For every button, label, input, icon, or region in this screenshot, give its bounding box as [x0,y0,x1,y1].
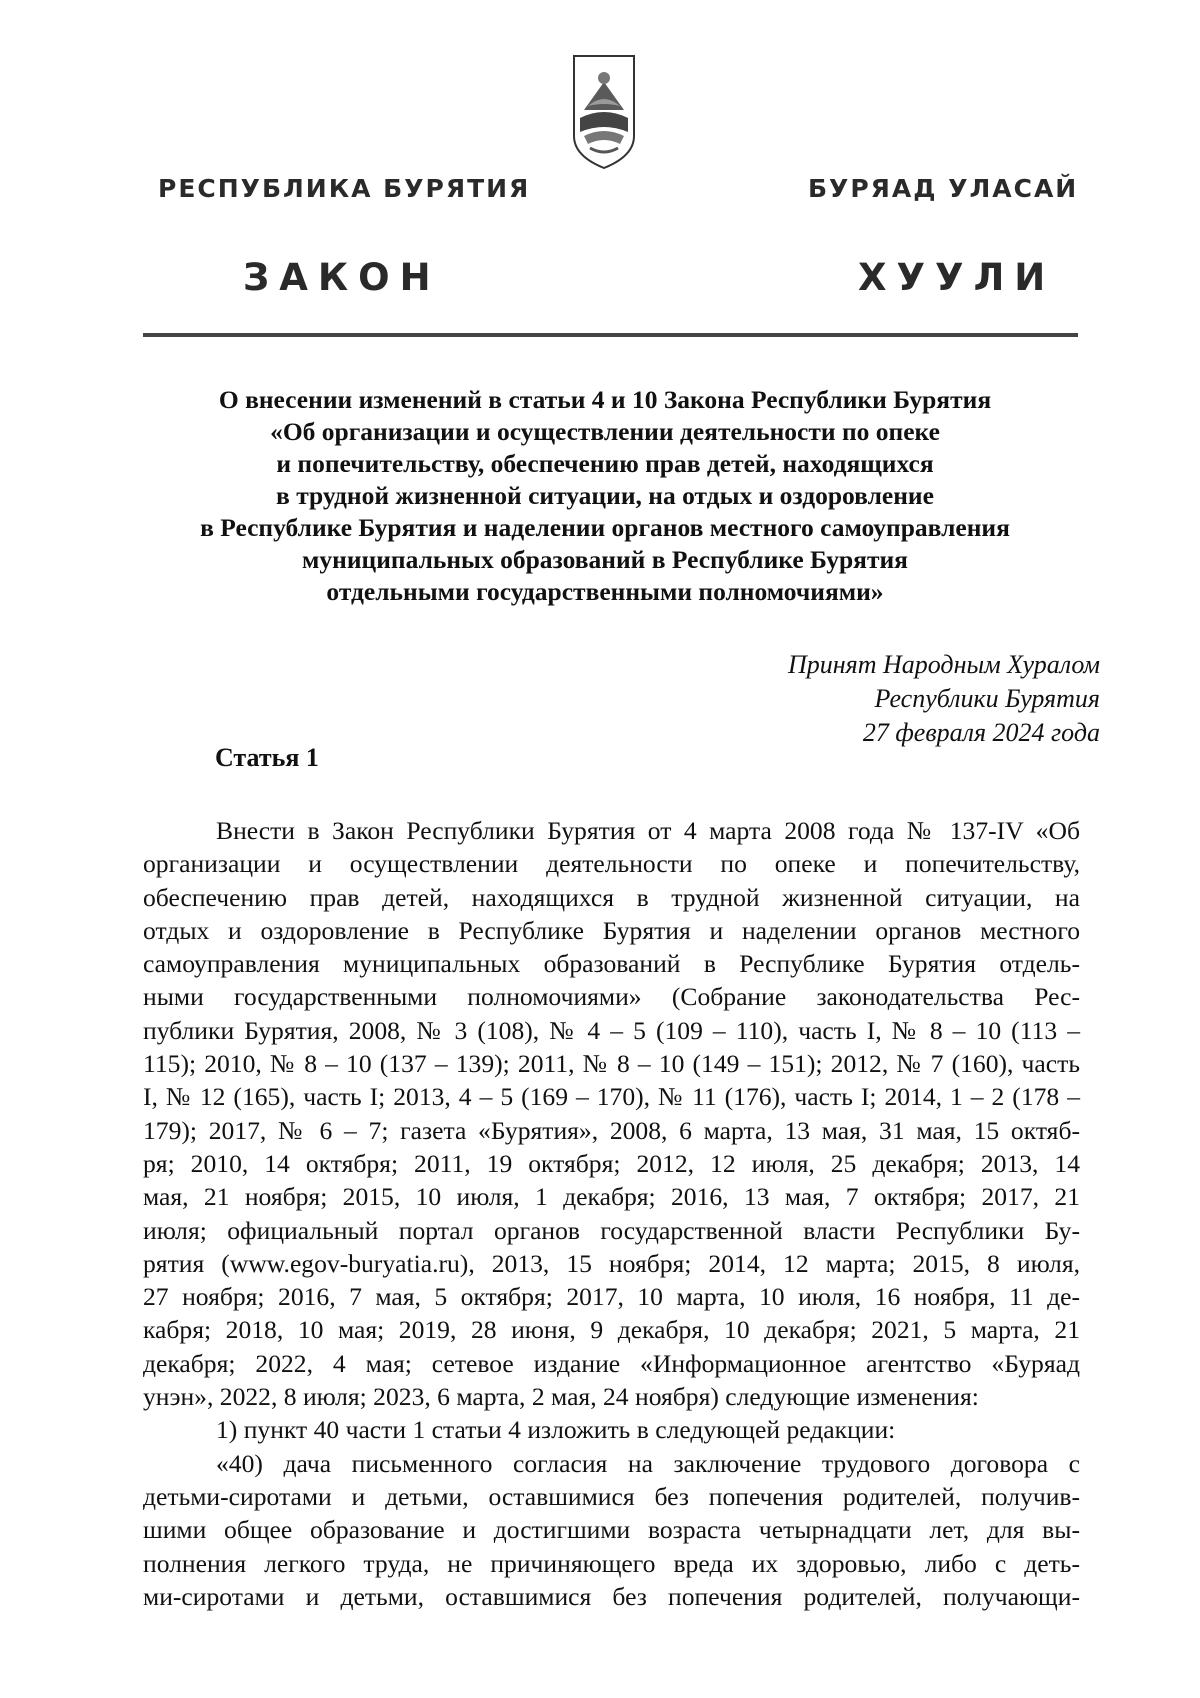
body-line: ными государственными полномочиями» (Собрание законодательства Рес- [143,982,1080,1012]
buryatia-coat-of-arms-icon [570,52,638,172]
law-label-russian: ЗАКОН [243,256,441,299]
law-title-line: в Республике Бурятия и наделении органов местного самоуправления [200,513,1010,542]
body-line: мая, 21 ноября; 2015, 10 июля, 1 декабря; 2016, 13 мая, 7 октября; 2017, 21 [143,1182,1080,1212]
body-line: отдых и оздоровление в Республике Бурятия и наделении органов местного [143,915,1080,945]
adoption-note-line: Принят Народным Хуралом [787,650,1100,679]
body-line: унэн», 2022, 8 июля; 2023, 6 марта, 2 мая, 24 ноября) следующие изменения: [143,1382,979,1412]
body-line: самоуправления муниципальных образований в Республике Бурятия отдель- [143,949,1080,979]
adoption-note-line: 27 февраля 2024 года [862,718,1100,747]
body-line: июля; официальный портал органов государственной власти Республики Бу- [143,1215,1080,1245]
law-title-line: и попечительству, обеспечению прав детей, находящихся [276,449,934,478]
article-body [143,814,1080,1613]
adoption-note-line: Республики Бурятия [874,684,1100,713]
law-title-line: в трудной жизненной ситуации, на отдых и оздоровление [276,481,934,510]
law-title-line: отдельными государственными полномочиями» [326,577,884,606]
body-line: I, № 12 (165), часть I; 2013, 4 – 5 (169 – 170), № 11 (176), часть I; 2014, 1 – 2 (178 – [143,1082,1080,1112]
body-line: ми-сиротами и детьми, оставшимися без попечения родителей, получающи- [143,1581,1080,1611]
body-line: публики Бурятия, 2008, № 3 (108), № 4 – 5 (109 – 110), часть I, № 8 – 10 (113 – [143,1015,1080,1045]
body-line: 27 ноября; 2016, 7 мая, 5 октября; 2017, 10 марта, 10 июля, 16 ноября, 11 де- [143,1282,1080,1312]
body-line: ря; 2010, 14 октября; 2011, 19 октября; 2012, 12 июля, 25 декабря; 2013, 14 [143,1148,1080,1178]
republic-name-russian: РЕСПУБЛИКА БУРЯТИЯ [158,174,531,203]
body-line: Внести в Закон Республики Бурятия от 4 марта 2008 года № 137-IV «Об [216,816,1080,845]
republic-name-buryat: БУРЯАД УЛАСАЙ [808,174,1079,203]
body-line: «40) дача письменного согласия на заключение трудового договора с [216,1448,1080,1478]
adoption-note [788,648,1100,750]
body-line: 179); 2017, № 6 – 7; газета «Бурятия», 2008, 6 марта, 13 мая, 31 мая, 15 октяб- [143,1115,1080,1145]
body-line: шими общее образование и достигшими возраста четырнадцати лет, для вы- [143,1515,1080,1545]
body-line: полнения легкого труда, не причиняющего вреда их здоровью, либо с деть- [143,1548,1080,1578]
body-line: детьми-сиротами и детьми, оставшимися без попечения родителей, получив- [143,1481,1080,1511]
law-title [130,384,1080,608]
body-line: организации и осуществлении деятельности по опеке и попечительству, [143,849,1080,879]
law-title-line: муниципальных образований в Республике Бурятия [302,545,908,574]
article-heading: Статья 1 [215,743,319,772]
header-divider [143,333,1078,337]
body-line: 115); 2010, № 8 – 10 (137 – 139); 2011, № 8 – 10 (149 – 151); 2012, № 7 (160), часть [143,1049,1080,1079]
body-line: декабря; 2022, 4 мая; сетевое издание «Информационное агентство «Буряад [143,1348,1080,1378]
body-line: рятия (www.egov-buryatia.ru), 2013, 15 ноября; 2014, 12 марта; 2015, 8 июля, [143,1248,1080,1278]
body-line: кабря; 2018, 10 мая; 2019, 28 июня, 9 декабря, 10 декабря; 2021, 5 марта, 21 [143,1315,1080,1345]
body-line: обеспечению прав детей, находящихся в трудной жизненной ситуации, на [143,882,1080,912]
body-line: 1) пункт 40 части 1 статьи 4 изложить в следующей редакции: [216,1415,896,1445]
law-label-buryat: ХУУЛИ [858,256,1056,299]
law-title-line: О внесении изменений в статьи 4 и 10 Закона Республики Бурятия [218,385,992,414]
law-title-line: «Об организации и осуществлении деятельности по опеке [270,417,940,446]
